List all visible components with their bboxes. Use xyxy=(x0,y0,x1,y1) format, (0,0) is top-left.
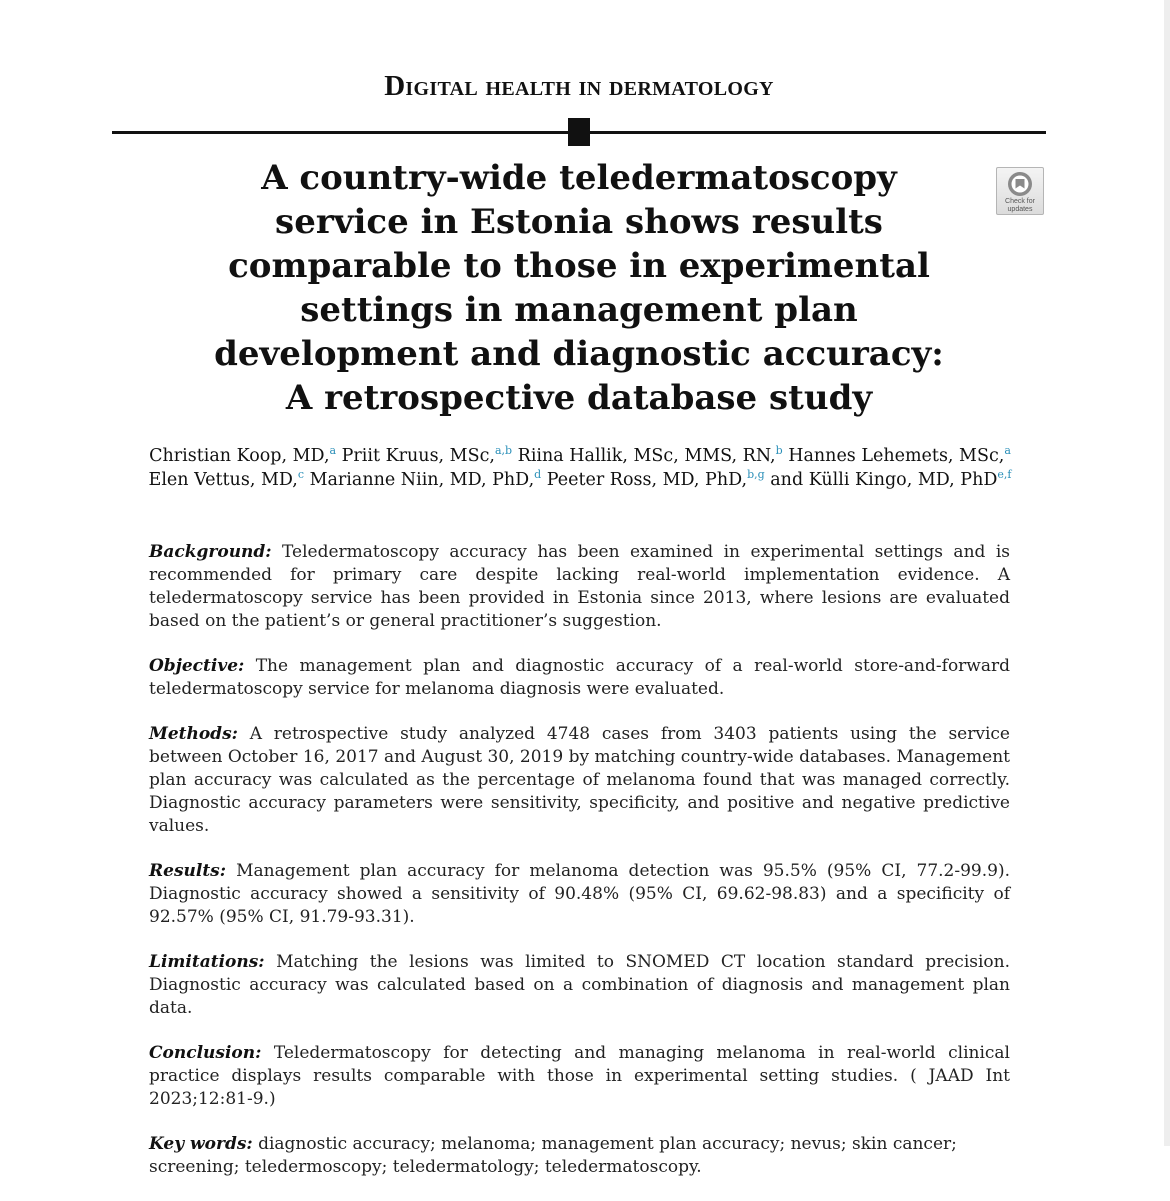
author-name: Riina Hallik, MSc, MMS, RN, xyxy=(517,446,776,466)
author-affiliation[interactable]: b,g xyxy=(747,468,765,481)
abstract-results xyxy=(149,860,1010,929)
abstract-limitations-text: Matching the lesions was limited to SNOMED CT location standard precision. Diagnostic accuracy was calculated based on a combination of diagnosis and management plan data. xyxy=(149,952,1011,1018)
author-name: Elen Vettus, MD, xyxy=(148,470,298,490)
header-rule-marker xyxy=(568,118,590,146)
author-affiliation[interactable]: a,b xyxy=(494,444,513,457)
author-affiliation[interactable]: a xyxy=(1004,444,1011,457)
abstract-background-text: Teledermatoscopy accuracy has been examined in experimental settings and is recommended for primary care despite lacking real-world implementation evidence. A teledermatoscopy service has been provided in Estonia since 2013, where lesions are evaluated based on the patient’s or general practitioner’s suggestion. xyxy=(149,542,1010,631)
abstract-conclusion xyxy=(149,1042,1010,1111)
abstract-methods-label: Methods: xyxy=(149,724,238,744)
abstract-results-text: Management plan accuracy for melanoma detection was 95.5% (95% CI, 77.2-99.9). Diagnostic accuracy showed a sensitivity of 90.48% (95% CI, 69.62-98.83) and a specificity of 92.57% (95% CI, 91.79-93.31). xyxy=(149,861,1010,927)
author-affiliation[interactable]: d xyxy=(534,468,542,481)
author-name: Christian Koop, MD, xyxy=(149,446,330,466)
author-name: Marianne Niin, MD, PhD, xyxy=(309,470,535,490)
abstract-objective-text: The management plan and diagnostic accuracy of a real-world store-and-forward teledermatoscopy service for melanoma diagnosis were evaluated. xyxy=(149,656,1010,699)
abstract-keywords-label: Key words: xyxy=(149,1134,253,1154)
author-name: and Külli Kingo, MD, PhD xyxy=(770,470,998,490)
page-edge-shadow xyxy=(1164,0,1170,1146)
check-for-updates-line2: updates xyxy=(1007,206,1033,213)
author-affiliation[interactable]: c xyxy=(297,468,304,481)
author-affiliation[interactable]: b xyxy=(775,444,783,457)
abstract xyxy=(149,541,1010,1201)
abstract-background-label: Background: xyxy=(149,542,272,562)
abstract-keywords-text: diagnostic accuracy; melanoma; management plan accuracy; nevus; skin cancer; screening; teledermoscopy; teledermatology; teledermatoscopy. xyxy=(149,1134,957,1177)
check-for-updates-button[interactable] xyxy=(996,167,1044,215)
abstract-methods xyxy=(149,723,1010,838)
section-label: Digital health in dermatology xyxy=(384,70,774,102)
abstract-methods-text: A retrospective study analyzed 4748 cases from 3403 patients using the service between October 16, 2017 and August 30, 2019 by matching country-wide databases. Management plan accuracy was calculated as the percentage of melanoma found that was managed correctly. Diagnostic accuracy parameters were sensitivity, specificity, and positive and negative predictive values. xyxy=(149,724,1010,836)
abstract-results-label: Results: xyxy=(149,861,227,881)
check-for-updates-line1: Check for xyxy=(1005,198,1035,205)
abstract-conclusion-text: Teledermatoscopy for detecting and managing melanoma in real-world clinical practice displays results comparable with those in experimental setting studies. ( JAAD Int 2023;12:81-9.) xyxy=(149,1043,1010,1109)
author-affiliation[interactable]: e,f xyxy=(997,468,1012,481)
author-list xyxy=(130,444,1030,492)
abstract-objective-label: Objective: xyxy=(149,656,245,676)
article-title: A country-wide teledermatoscopy service in Estonia shows results comparable to those in experimental settings in management plan development and diagnostic accuracy: A retrospective database study xyxy=(214,158,944,418)
abstract-limitations-label: Limitations: xyxy=(149,952,265,972)
abstract-background xyxy=(149,541,1010,633)
author-name: Priit Kruus, MSc, xyxy=(341,446,495,466)
author-name: Peeter Ross, MD, PhD, xyxy=(546,470,748,490)
check-for-updates-icon xyxy=(1007,171,1033,197)
abstract-limitations xyxy=(149,951,1010,1020)
author-name: Hannes Lehemets, MSc, xyxy=(788,446,1005,466)
abstract-conclusion-label: Conclusion: xyxy=(149,1043,262,1063)
abstract-objective xyxy=(149,655,1010,701)
abstract-keywords xyxy=(149,1133,1010,1179)
author-affiliation[interactable]: a xyxy=(329,444,337,457)
